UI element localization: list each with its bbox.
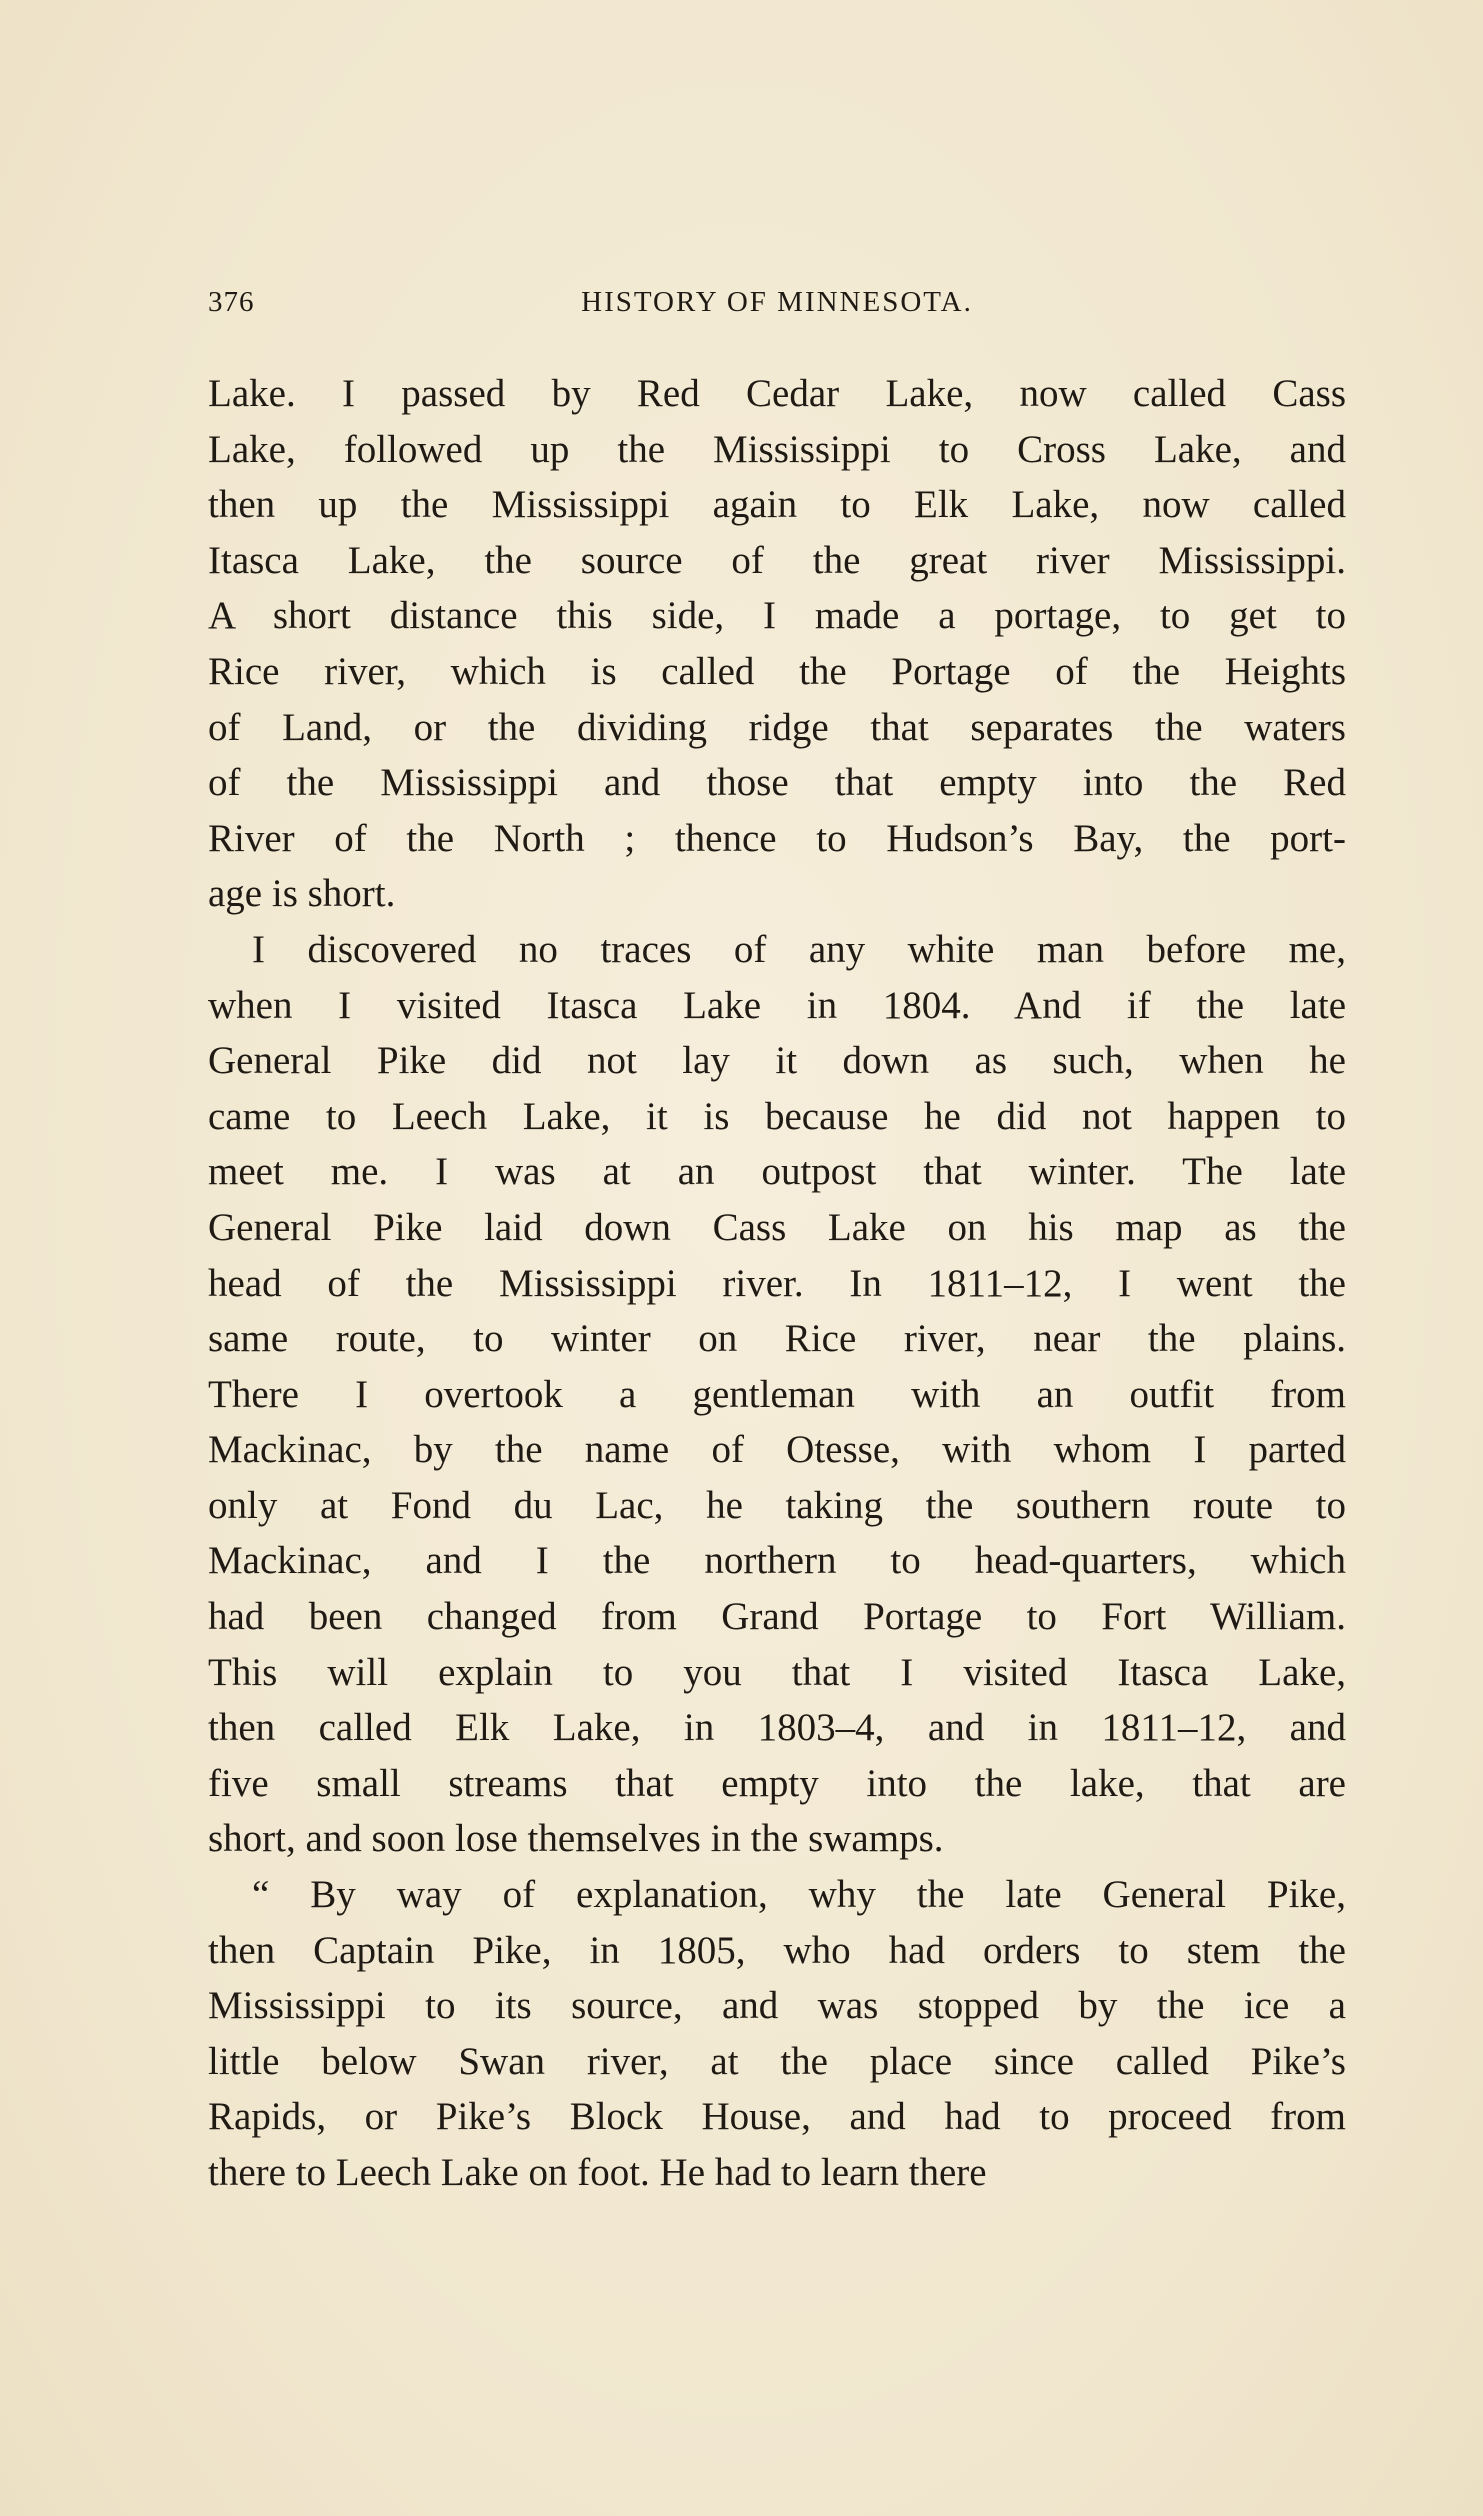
text-line: came to Leech Lake, it is because he did not happen to — [208, 1094, 1346, 1138]
text-line: There I overtook a gentleman with an outfit from — [208, 1372, 1346, 1416]
text-line: Rapids, or Pike’s Block House, and had to proceed from — [208, 2095, 1346, 2139]
text-line: Mackinac, and I the northern to head-quarters, which — [208, 1539, 1346, 1583]
text-line: Lake. I passed by Red Cedar Lake, now called Cass — [208, 372, 1346, 415]
text-line: age is short. — [208, 872, 396, 916]
text-line: meet me. I was at an outpost that winter. The late — [208, 1150, 1346, 1194]
body-text — [208, 366, 1346, 2201]
text-line: I discovered no traces of any white man before me, — [252, 927, 1346, 971]
text-line: only at Fond du Lac, he taking the southern route to — [208, 1483, 1346, 1527]
text-line: head of the Mississippi river. In 1811–12, I went the — [208, 1261, 1346, 1305]
paragraph — [208, 366, 1346, 922]
text-line: had been changed from Grand Portage to Fort William. — [208, 1595, 1346, 1639]
running-head — [208, 282, 1346, 326]
paragraph — [208, 922, 1346, 1867]
text-line: then called Elk Lake, in 1803–4, and in 1811–12, and — [208, 1706, 1346, 1750]
text-line: General Pike laid down Cass Lake on his map as the — [208, 1205, 1346, 1249]
text-line: Lake, followed up the Mississippi to Cross Lake, and — [208, 427, 1346, 471]
text-line: A short distance this side, I made a portage, to get to — [208, 594, 1346, 638]
text-line: Rice river, which is called the Portage of the Heights — [208, 649, 1346, 693]
text-line: when I visited Itasca Lake in 1804. And if the late — [208, 983, 1346, 1027]
text-line: five small streams that empty into the lake, that are — [208, 1761, 1346, 1805]
text-line: then up the Mississippi again to Elk Lake, now called — [208, 483, 1346, 527]
text-line: Itasca Lake, the source of the great river Mississippi. — [208, 538, 1346, 582]
text-line: then Captain Pike, in 1805, who had orders to stem the — [208, 1928, 1346, 1972]
text-line: River of the North ; thence to Hudson’s Bay, the port- — [208, 816, 1346, 860]
text-line: General Pike did not lay it down as such, when he — [208, 1039, 1346, 1083]
text-line: of Land, or the dividing ridge that separates the waters — [208, 705, 1346, 749]
text-line: of the Mississippi and those that empty into the Red — [208, 761, 1346, 805]
text-line: Mississippi to its source, and was stopped by the ice a — [208, 1984, 1346, 2028]
paragraph — [208, 1867, 1346, 2201]
text-line: there to Leech Lake on foot. He had to learn there — [208, 2151, 987, 2194]
text-line: same route, to winter on Rice river, near the plains. — [208, 1317, 1346, 1361]
running-title: HISTORY OF MINNESOTA. — [581, 286, 973, 318]
text-line: This will explain to you that I visited Itasca Lake, — [208, 1650, 1346, 1694]
page-number: 376 — [208, 286, 255, 318]
text-line: little below Swan river, at the place since called Pike’s — [208, 2039, 1346, 2083]
text-line: Mackinac, by the name of Otesse, with whom I parted — [208, 1428, 1346, 1472]
text-line: short, and soon lose themselves in the swamps. — [208, 1817, 944, 1861]
text-line: “ By way of explanation, why the late General Pike, — [252, 1873, 1346, 1917]
